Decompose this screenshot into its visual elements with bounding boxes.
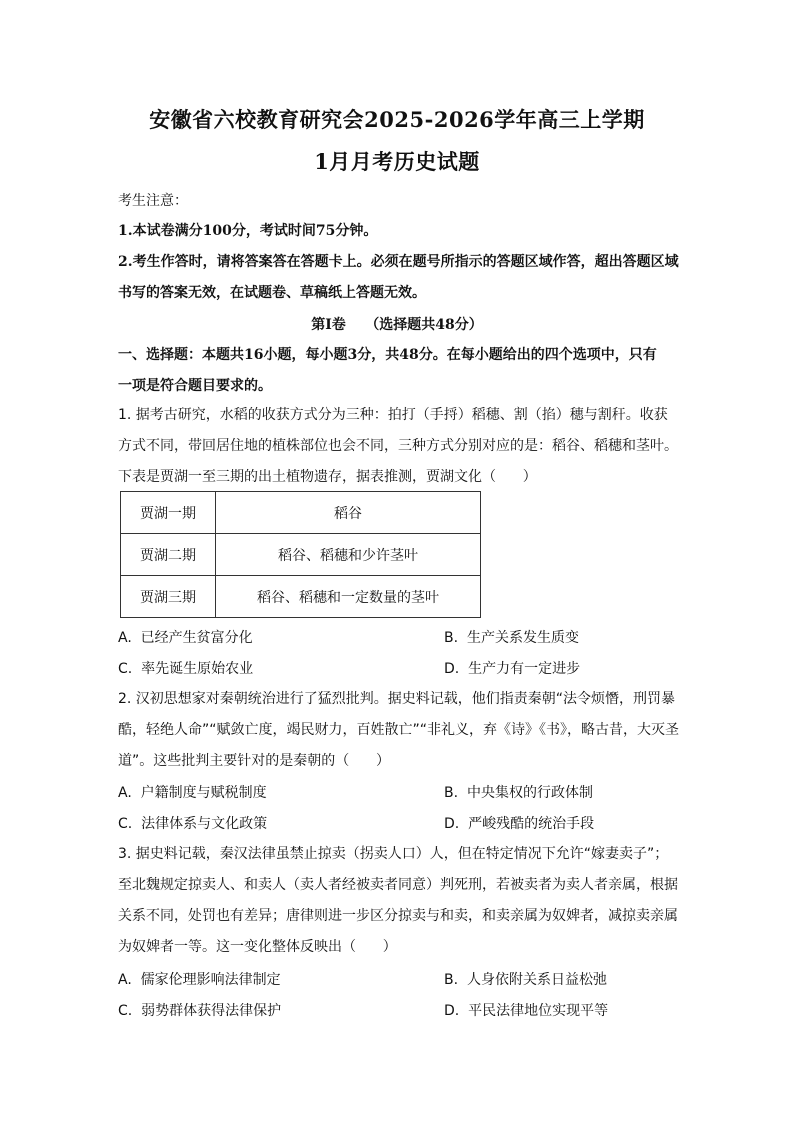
question-3-line1: 3. 据史料记载，秦汉法律虽禁止掠卖（拐卖人口）人，但在特定情况下允许“嫁妻卖子”； <box>118 846 669 862</box>
question-1-line3: 下表是贾湖一至三期的出土植物遗存，据表推测，贾湖文化（ ） <box>118 469 537 485</box>
table-cell-remains: 稻谷 <box>216 492 481 534</box>
part1-instruction-line1: 一、选择题：本题共16小题，每小题3分，共48分。在每小题给出的四个选项中，只有 <box>118 347 657 363</box>
question-2-option-d[interactable]: D. 严峻残酷的统治手段 <box>444 816 595 832</box>
table-row <box>121 492 481 534</box>
question-1-line2: 方式不同，带回居住地的植株部位也会不同，三种方式分别对应的是：稻谷、稻穗和茎叶。 <box>118 438 678 454</box>
notice-item-2-line1: 2.考生作答时，请将答案答在答题卡上。必须在题号所指示的答题区域作答，超出答题区域 <box>118 254 679 270</box>
question-3-line2: 至北魏规定掠卖人、和卖人（卖人者经被卖者同意）判死刑，若被卖者为卖人者亲属，根据 <box>118 877 678 893</box>
notice-item-2-line2: 书写的答案无效，在试题卷、草稿纸上答题无效。 <box>118 285 426 301</box>
exam-title-line1: 安徽省六校教育研究会2025-2026学年高三上学期 <box>149 107 645 132</box>
question-3-option-d[interactable]: D. 平民法律地位实现平等 <box>444 1003 609 1019</box>
table-row <box>121 576 481 618</box>
table-cell-period: 贾湖一期 <box>121 492 216 534</box>
question-3-option-c[interactable]: C. 弱势群体获得法律保护 <box>118 1003 282 1019</box>
table-cell-remains: 稻谷、稻穗和一定数量的茎叶 <box>216 576 481 618</box>
question-3-line4: 为奴婢者一等。这一变化整体反映出（ ） <box>118 939 397 955</box>
question-1-option-b[interactable]: B. 生产关系发生质变 <box>444 630 579 646</box>
question-1-option-d[interactable]: D. 生产力有一定进步 <box>444 661 581 677</box>
exam-title-line2: 1月月考历史试题 <box>314 149 480 174</box>
question-2-line2: 酷，轻绝人命”“赋敛亡度，竭民财力，百姓散亡”“非礼义，弃《诗》《书》，略古昔，大灭圣 <box>118 722 680 738</box>
part1-instruction-line2: 一项是符合题目要求的。 <box>118 378 272 394</box>
question-2-line3: 道”。这些批判主要针对的是秦朝的（ ） <box>118 753 390 769</box>
question-1-option-c[interactable]: C. 率先诞生原始农业 <box>118 661 254 677</box>
question-2-option-b[interactable]: B. 中央集权的行政体制 <box>444 785 593 801</box>
notice-item-1: 1.本试卷满分100分，考试时间75分钟。 <box>118 223 378 239</box>
question-2-option-a[interactable]: A. 户籍制度与赋税制度 <box>118 785 267 801</box>
question-1-line1: 1. 据考古研究，水稻的收获方式分为三种：拍打（手捋）稻穗、割（掐）穗与割秆。收获 <box>118 407 668 423</box>
question-2-line1: 2. 汉初思想家对秦朝统治进行了猛烈批判。据史料记载，他们指责秦朝“法令烦憯，刑罚暴 <box>118 691 676 707</box>
notice-heading: 考生注意： <box>118 193 188 209</box>
table-cell-remains: 稻谷、稻穗和少许茎叶 <box>216 534 481 576</box>
question-3-option-b[interactable]: B. 人身依附关系日益松弛 <box>444 972 607 988</box>
question-3-option-a[interactable]: A. 儒家伦理影响法律制定 <box>118 972 281 988</box>
question-2-option-c[interactable]: C. 法律体系与文化政策 <box>118 816 268 832</box>
part1-heading: 第Ⅰ卷 （选择题共48分） <box>311 317 483 333</box>
plant-remains-table <box>120 491 481 618</box>
table-cell-period: 贾湖二期 <box>121 534 216 576</box>
question-3-line3: 关系不同，处罚也有差异；唐律则进一步区分掠卖与和卖，和卖亲属为奴婢者，减掠卖亲属 <box>118 908 678 924</box>
table-cell-period: 贾湖三期 <box>121 576 216 618</box>
question-1-option-a[interactable]: A. 已经产生贫富分化 <box>118 630 253 646</box>
table-row <box>121 534 481 576</box>
